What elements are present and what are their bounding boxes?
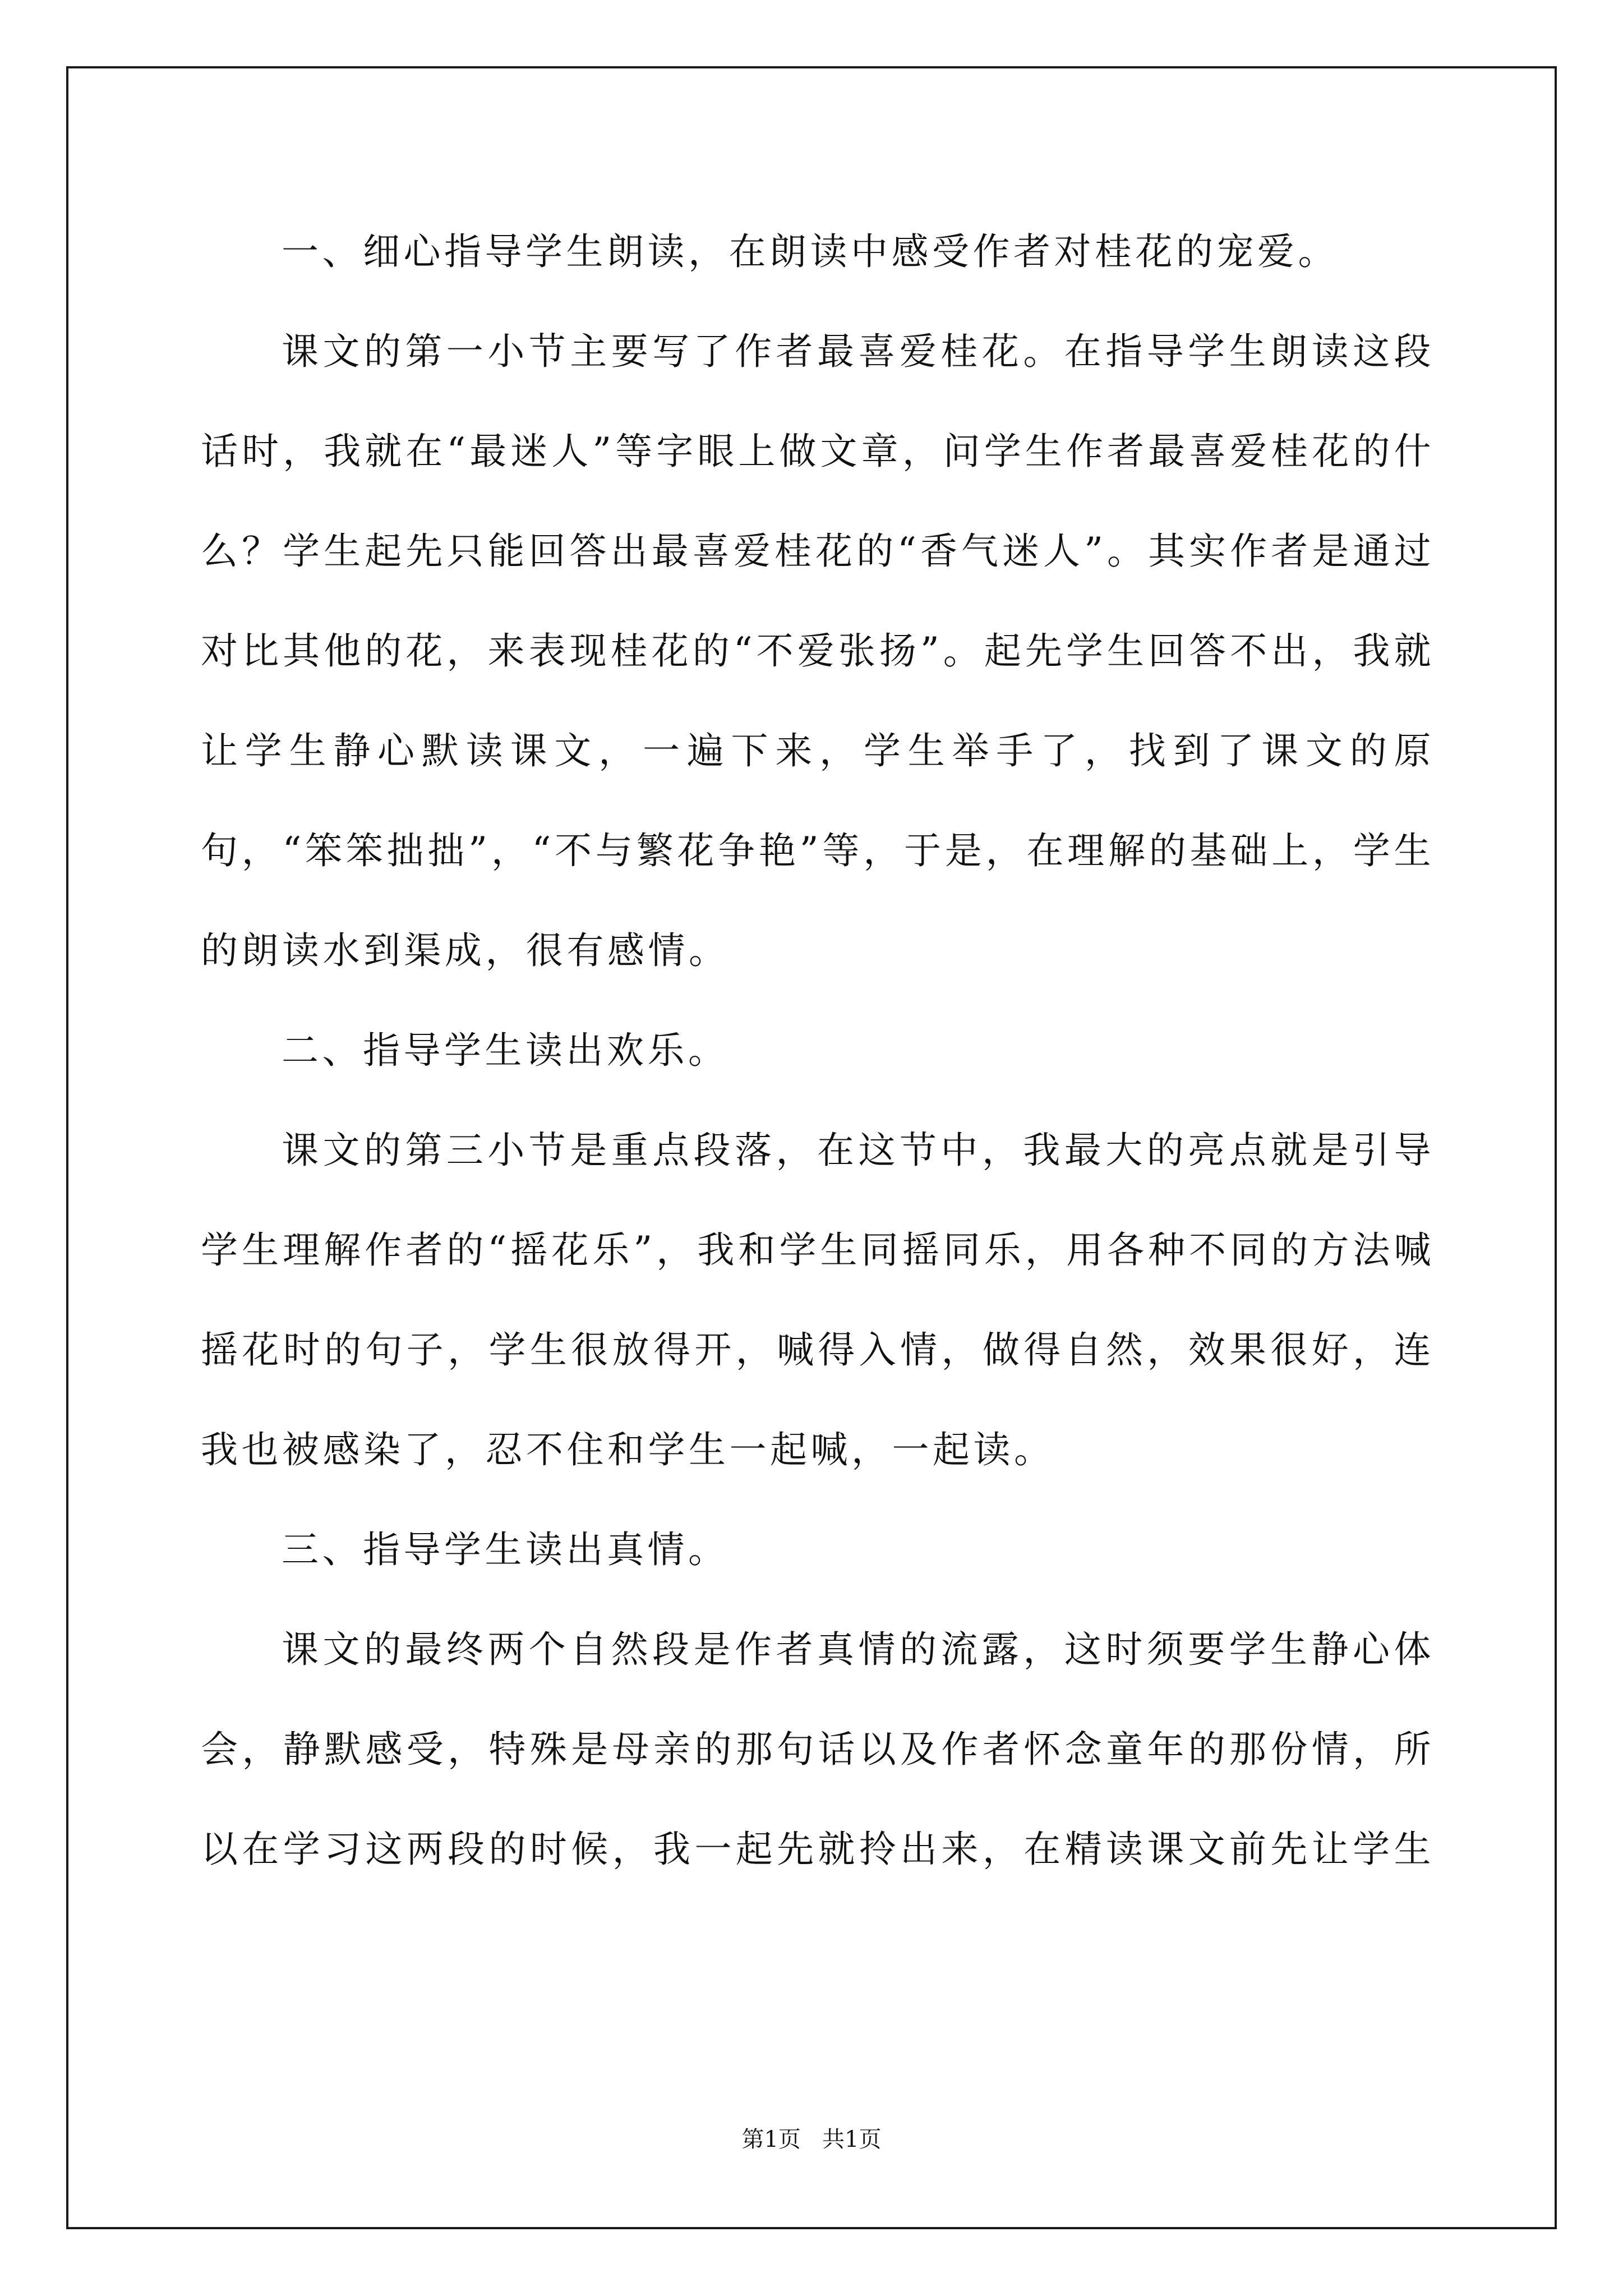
paragraph-heading-2: 二、指导学生读出欢乐。 <box>282 1029 729 1072</box>
paragraph-body-1: 课文的第一小节主要写了作者最喜爱桂花。在指导学生朗读这段话时，我就在“最迷人”等字眼上做文章，问学生作者最喜爱桂花的什么？学生起先只能回答出最喜爱桂花的“香气迷人”。其实作者是通过对比其他的花，来表现桂花的“不爱张扬”。起先学生回答不出，我就让学生静心默读课文，一遍下来，学生举手了，找到了课文的原句，“笨笨拙拙”，“不与繁花争艳”等，于是，在理解的基础上，学生的朗读水到渠成，很有感情。 <box>201 330 1435 972</box>
paragraph-body-2: 课文的第三小节是重点段落，在这节中，我最大的亮点就是引导学生理解作者的“摇花乐”，我和学生同摇同乐，用各种不同的方法喊摇花时的句子，学生很放得开，喊得入情，做得自然，效果很好，连我也被感染了，忍不住和学生一起喊，一起读。 <box>201 1129 1435 1471</box>
paragraph-heading-3: 三、指导学生读出真情。 <box>282 1528 729 1571</box>
paragraph-heading-1: 一、细心指导学生朗读，在朗读中感受作者对桂花的宠爱。 <box>282 230 1339 273</box>
page-footer: 第1页 共1页 <box>741 2127 882 2152</box>
paragraph-body-3: 课文的最终两个自然段是作者真情的流露，这时须要学生静心体会，静默感受，特殊是母亲的那句话以及作者怀念童年的那份情，所以在学习这两段的时候，我一起先就拎出来，在精读课文前先让学生 <box>201 1628 1435 1871</box>
document-body <box>201 202 1435 1899</box>
